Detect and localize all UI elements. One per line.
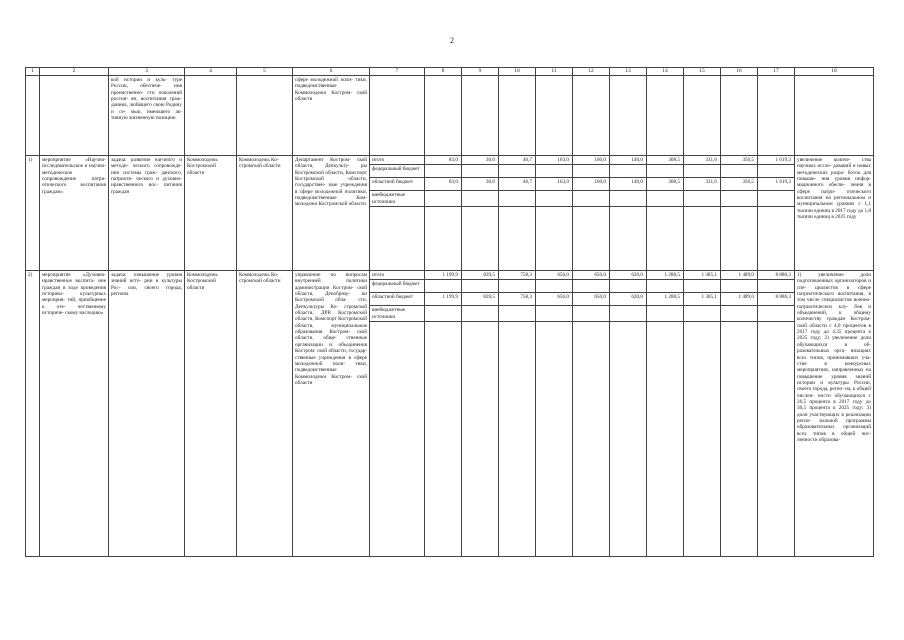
column-number: 3 bbox=[109, 68, 185, 76]
value-cell: 163,0 bbox=[536, 178, 573, 191]
column-number: 15 bbox=[684, 68, 721, 76]
value-cell: 163,0 bbox=[536, 156, 573, 165]
task-text: задача: развитие научного и методи- ческого сопровожде- ния системы граж- данского, патриоти- ческого и духовно- нравственного вос- питания граждан bbox=[109, 156, 185, 271]
funding-source: итого bbox=[370, 271, 425, 280]
column-number: 18 bbox=[795, 68, 874, 76]
value-cell: 1 385,1 bbox=[684, 271, 721, 280]
value-cell: 331,6 bbox=[684, 178, 721, 191]
responsible: Коммолодежь Ко- стромской области bbox=[237, 271, 293, 557]
value-cell: 839,5 bbox=[462, 271, 499, 280]
funding-source: федеральный бюджет bbox=[370, 280, 425, 293]
value-cell: 140,0 bbox=[610, 156, 647, 165]
column-number: 6 bbox=[293, 68, 370, 76]
value-cell: 656,0 bbox=[536, 271, 573, 280]
value-cell: 331,6 bbox=[684, 156, 721, 165]
value-cell: 140,0 bbox=[610, 178, 647, 191]
value-cell: 1 619,3 bbox=[758, 156, 795, 165]
value-cell: 356,5 bbox=[721, 156, 758, 165]
executors: Департамент Костром- ской области, Депкульту- ры Костромской области, Комспорт Костромской области, государствен- ные учреждения в сфере молодежной политики, подведомственные Ком- молодежи Костромской области bbox=[293, 156, 370, 271]
value-cell: 83,0 bbox=[425, 156, 462, 165]
column-number: 12 bbox=[573, 68, 610, 76]
value-cell: 758,3 bbox=[499, 271, 536, 280]
row-number: 1) bbox=[26, 156, 40, 271]
column-number: 7 bbox=[370, 68, 425, 76]
value-cell: 1 288,5 bbox=[647, 271, 684, 280]
program-table bbox=[25, 67, 874, 557]
value-cell: 8 886,3 bbox=[758, 293, 795, 306]
funding-source: областной бюджет bbox=[370, 293, 425, 306]
value-cell: 758,3 bbox=[499, 293, 536, 306]
funding-source: внебюджетные источники bbox=[370, 306, 425, 322]
value-cell: 30,0 bbox=[462, 178, 499, 191]
value-cell: 46,7 bbox=[499, 178, 536, 191]
continued-task-text: кой истории и куль- туре России, обеспече- ния преемственно- сти поколений россия- ян, воспитания граж- данина, любящего свою Родину и се- мью, имеющего ак- тивную жизненную позицию bbox=[109, 76, 185, 156]
value-cell: 650,0 bbox=[573, 271, 610, 280]
expected-result: увеличение количе- ства научных иссле- дований и новых методических разра- боток для повыше- ния уровня инфор- мационного обеспе- чения в сфере патри- отического воспитания на региональном и муниципальном уровнях с 1,1 тысячи единиц в 2017 году до 1,8 тысячи единиц в 2025 году bbox=[795, 156, 874, 271]
continued-executors-text: сфере молодежной поли- тики, подведомственные Коммолодежи Костром- ской области bbox=[293, 76, 370, 156]
coordinator: Коммолодежь Костромской области bbox=[185, 156, 237, 271]
value-cell: 160,0 bbox=[573, 178, 610, 191]
value-cell: 1 385,1 bbox=[684, 293, 721, 306]
column-number: 13 bbox=[610, 68, 647, 76]
page-number: 2 bbox=[450, 36, 454, 45]
value-cell: 1 489,0 bbox=[721, 293, 758, 306]
value-cell: 650,0 bbox=[573, 293, 610, 306]
value-cell: 620,0 bbox=[610, 271, 647, 280]
column-number: 14 bbox=[647, 68, 684, 76]
column-number: 17 bbox=[758, 68, 795, 76]
value-cell: 1 199,9 bbox=[425, 293, 462, 306]
value-cell: 656,0 bbox=[536, 293, 573, 306]
value-cell: 8 886,3 bbox=[758, 271, 795, 280]
column-number: 8 bbox=[425, 68, 462, 76]
value-cell: 46,7 bbox=[499, 156, 536, 165]
funding-source: итого bbox=[370, 156, 425, 165]
value-cell: 83,0 bbox=[425, 178, 462, 191]
value-cell: 1 489,0 bbox=[721, 271, 758, 280]
value-cell: 839,5 bbox=[462, 293, 499, 306]
value-cell: 1 199,9 bbox=[425, 271, 462, 280]
column-number: 11 bbox=[536, 68, 573, 76]
continuation-row bbox=[26, 76, 874, 156]
funding-source: федеральный бюджет bbox=[370, 165, 425, 178]
row-number: 2) bbox=[26, 271, 40, 557]
responsible: Коммолодежь Ко- стромской области bbox=[237, 156, 293, 271]
column-number: 2 bbox=[40, 68, 109, 76]
event-name: мероприятие «Научно- исследовательское и научно-методическое сопровождение патри- отического воспитания граждан» bbox=[40, 156, 109, 271]
event-name: мероприятие «Духовно- нравственное воспита- ние граждан в ходе проведения историко- культурных мероприя- тий, приобщение к оте- чественному историче- скому наследию» bbox=[40, 271, 109, 557]
column-number: 9 bbox=[462, 68, 499, 76]
expected-result: 1) увеличение доли подготовленных организаторов и спе- циалистов в сфере патриотического воспитания, в том числе специалистов военно- патриотических клу- бов и объединений, к общему количеству граждан Костром- ской области с 4,0 процентов в 2017 году до 4,35 процента к 2025 году; 2) увеличение доли обучающихся в об- разовательных орга- низациях всех типов, принимавших уча- стие в конкурсных мероприятиях, направленных на повышение уровня знаний истории и культуры России, своего города, регио- на, к общей числен- ности обучающихся с 26,5 процента в 2017 году до 30,5 процента к 2025 году; 3) доли участвующих в реализации регио- нальной программы образовательных организаций всех типов в общей чис- ленности образова- bbox=[795, 271, 874, 557]
executors: управление по вопросам внутренней политики администрации Костром- ской области, Депобрнау- ки Костромской обла- сти, Депкультуры Ко- стромской области, ДРВ Костромской области, Комспорт Костромской области, муниципальные образования Костром- ской области, обще- ственные организации и объединения Костром- ской области, государ- ственные учреждения в сфере молодежной поли- тики, подведомственные Коммолодежи Костром- ской области bbox=[293, 271, 370, 557]
column-number: 10 bbox=[499, 68, 536, 76]
coordinator: Коммолодежь Костромской области bbox=[185, 271, 237, 557]
value-cell: 308,5 bbox=[647, 178, 684, 191]
column-number: 4 bbox=[185, 68, 237, 76]
funding-source: областной бюджет bbox=[370, 178, 425, 191]
value-cell: 30,0 bbox=[462, 156, 499, 165]
value-cell: 160,0 bbox=[573, 156, 610, 165]
column-number-row bbox=[26, 68, 874, 76]
value-cell: 620,0 bbox=[610, 293, 647, 306]
value-cell: 308,5 bbox=[647, 156, 684, 165]
table-row bbox=[26, 156, 874, 165]
funding-source: внебюджетные источники bbox=[370, 191, 425, 207]
task-text: задача: повышение уровня знаний исто- рии и культуры Рос- сии, своего города, региона bbox=[109, 271, 185, 557]
column-number: 5 bbox=[237, 68, 293, 76]
value-cell: 1 288,5 bbox=[647, 293, 684, 306]
value-cell: 356,5 bbox=[721, 178, 758, 191]
table-row bbox=[26, 271, 874, 280]
value-cell: 1 619,3 bbox=[758, 178, 795, 191]
column-number: 1 bbox=[26, 68, 40, 76]
column-number: 16 bbox=[721, 68, 758, 76]
